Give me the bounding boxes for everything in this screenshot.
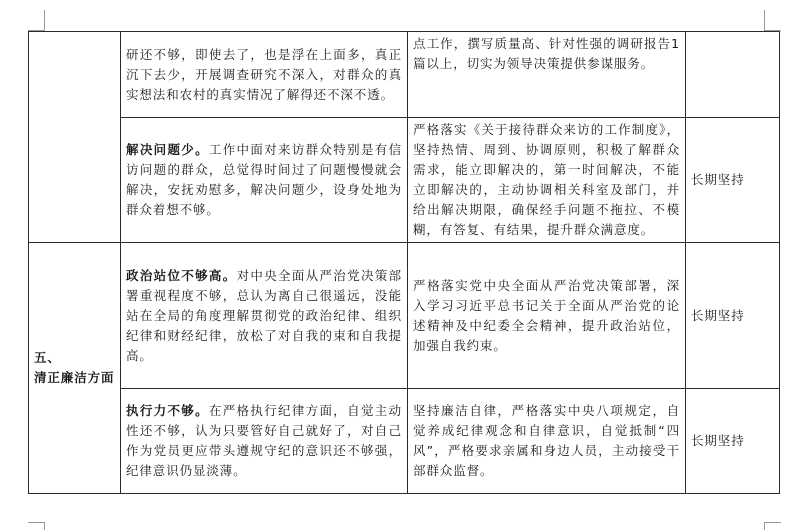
status-cell — [686, 243, 780, 389]
status-cell — [686, 389, 780, 494]
rectification-table — [28, 31, 780, 494]
problem-text: 在严格执行纪律方面，自觉主动性还不够，认为只要管好自己就好了，对自己作为党员更应带头遵规守纪的意识还不够强，纪律意识仍显淡薄。 — [126, 403, 402, 478]
measures-text: 点工作，撰写质量高、针对性强的调研报告1篇以上，切实为领导决策提供参谋服务。 — [413, 36, 680, 71]
table-row — [29, 389, 780, 494]
problem-cell — [121, 32, 408, 118]
table-row — [29, 118, 780, 243]
problem-cell — [121, 243, 408, 389]
measures-text: 坚持廉洁自律，严格落实中央八项规定，自觉养成纪律观念和自律意识，自觉抵制“四风”，严格要求亲属和身边人员，主动接受干部群众监督。 — [413, 403, 680, 478]
status-cell — [686, 32, 780, 118]
measures-text: 严格落实党中央全面从严治党决策部署，深入学习习近平总书记关于全面从严治党的论述精神及中纪委全会精神，提升政治站位，加强自我约束。 — [413, 277, 680, 353]
status-text: 长期坚持 — [691, 172, 745, 187]
category-cell — [29, 32, 121, 243]
category-number: 五、 — [34, 350, 61, 365]
problem-text: 工作中面对来访群众特别是有信访问题的群众，总觉得时间过了问题慢慢就会解决，安抚劝慰多，解决问题少，设身处地为群众着想不够。 — [126, 142, 402, 217]
measures-cell — [408, 118, 686, 243]
table-row — [29, 243, 780, 389]
problem-cell — [121, 389, 408, 494]
measures-text: 严格落实《关于接待群众来访的工作制度》，坚持热情、周到、协调原则，积极了解群众需求，能立即解决的，第一时间解决，不能立即解决的，主动协调相关科室及部门，并给出解决期限，确保经手问题不拖拉、不模糊，有答复、有结果，提升群众满意度。 — [413, 122, 680, 237]
page-corner-mark-top-right — [764, 10, 781, 31]
problem-title: 解决问题少。 — [126, 142, 209, 157]
measures-cell — [408, 243, 686, 389]
status-text: 长期坚持 — [691, 307, 745, 323]
problem-text: 对中央全面从严治党决策部署重视程度不够，总认为离自己很遥远，没能站在全局的角度理解贯彻党的政治纪律、组织纪律和财经纪律，放松了对自我的束和自我提高。 — [126, 267, 402, 363]
problem-text: 研还不够，即使去了，也是浮在上面多，真正沉下去少，开展调查研究不深入，对群众的真实想法和农村的真实情况了解得还不深不透。 — [126, 46, 402, 102]
page-corner-mark-top-left — [28, 10, 45, 31]
category-cell — [29, 243, 121, 494]
problem-cell — [121, 118, 408, 243]
category-name: 清正廉洁方面 — [34, 370, 115, 385]
status-cell — [686, 118, 780, 243]
table-row — [29, 32, 780, 118]
measures-cell — [408, 389, 686, 494]
problem-title: 执行力不够。 — [126, 403, 209, 418]
measures-cell — [408, 32, 686, 118]
problem-title: 政治站位不够高。 — [126, 267, 237, 283]
status-text: 长期坚持 — [691, 433, 745, 448]
